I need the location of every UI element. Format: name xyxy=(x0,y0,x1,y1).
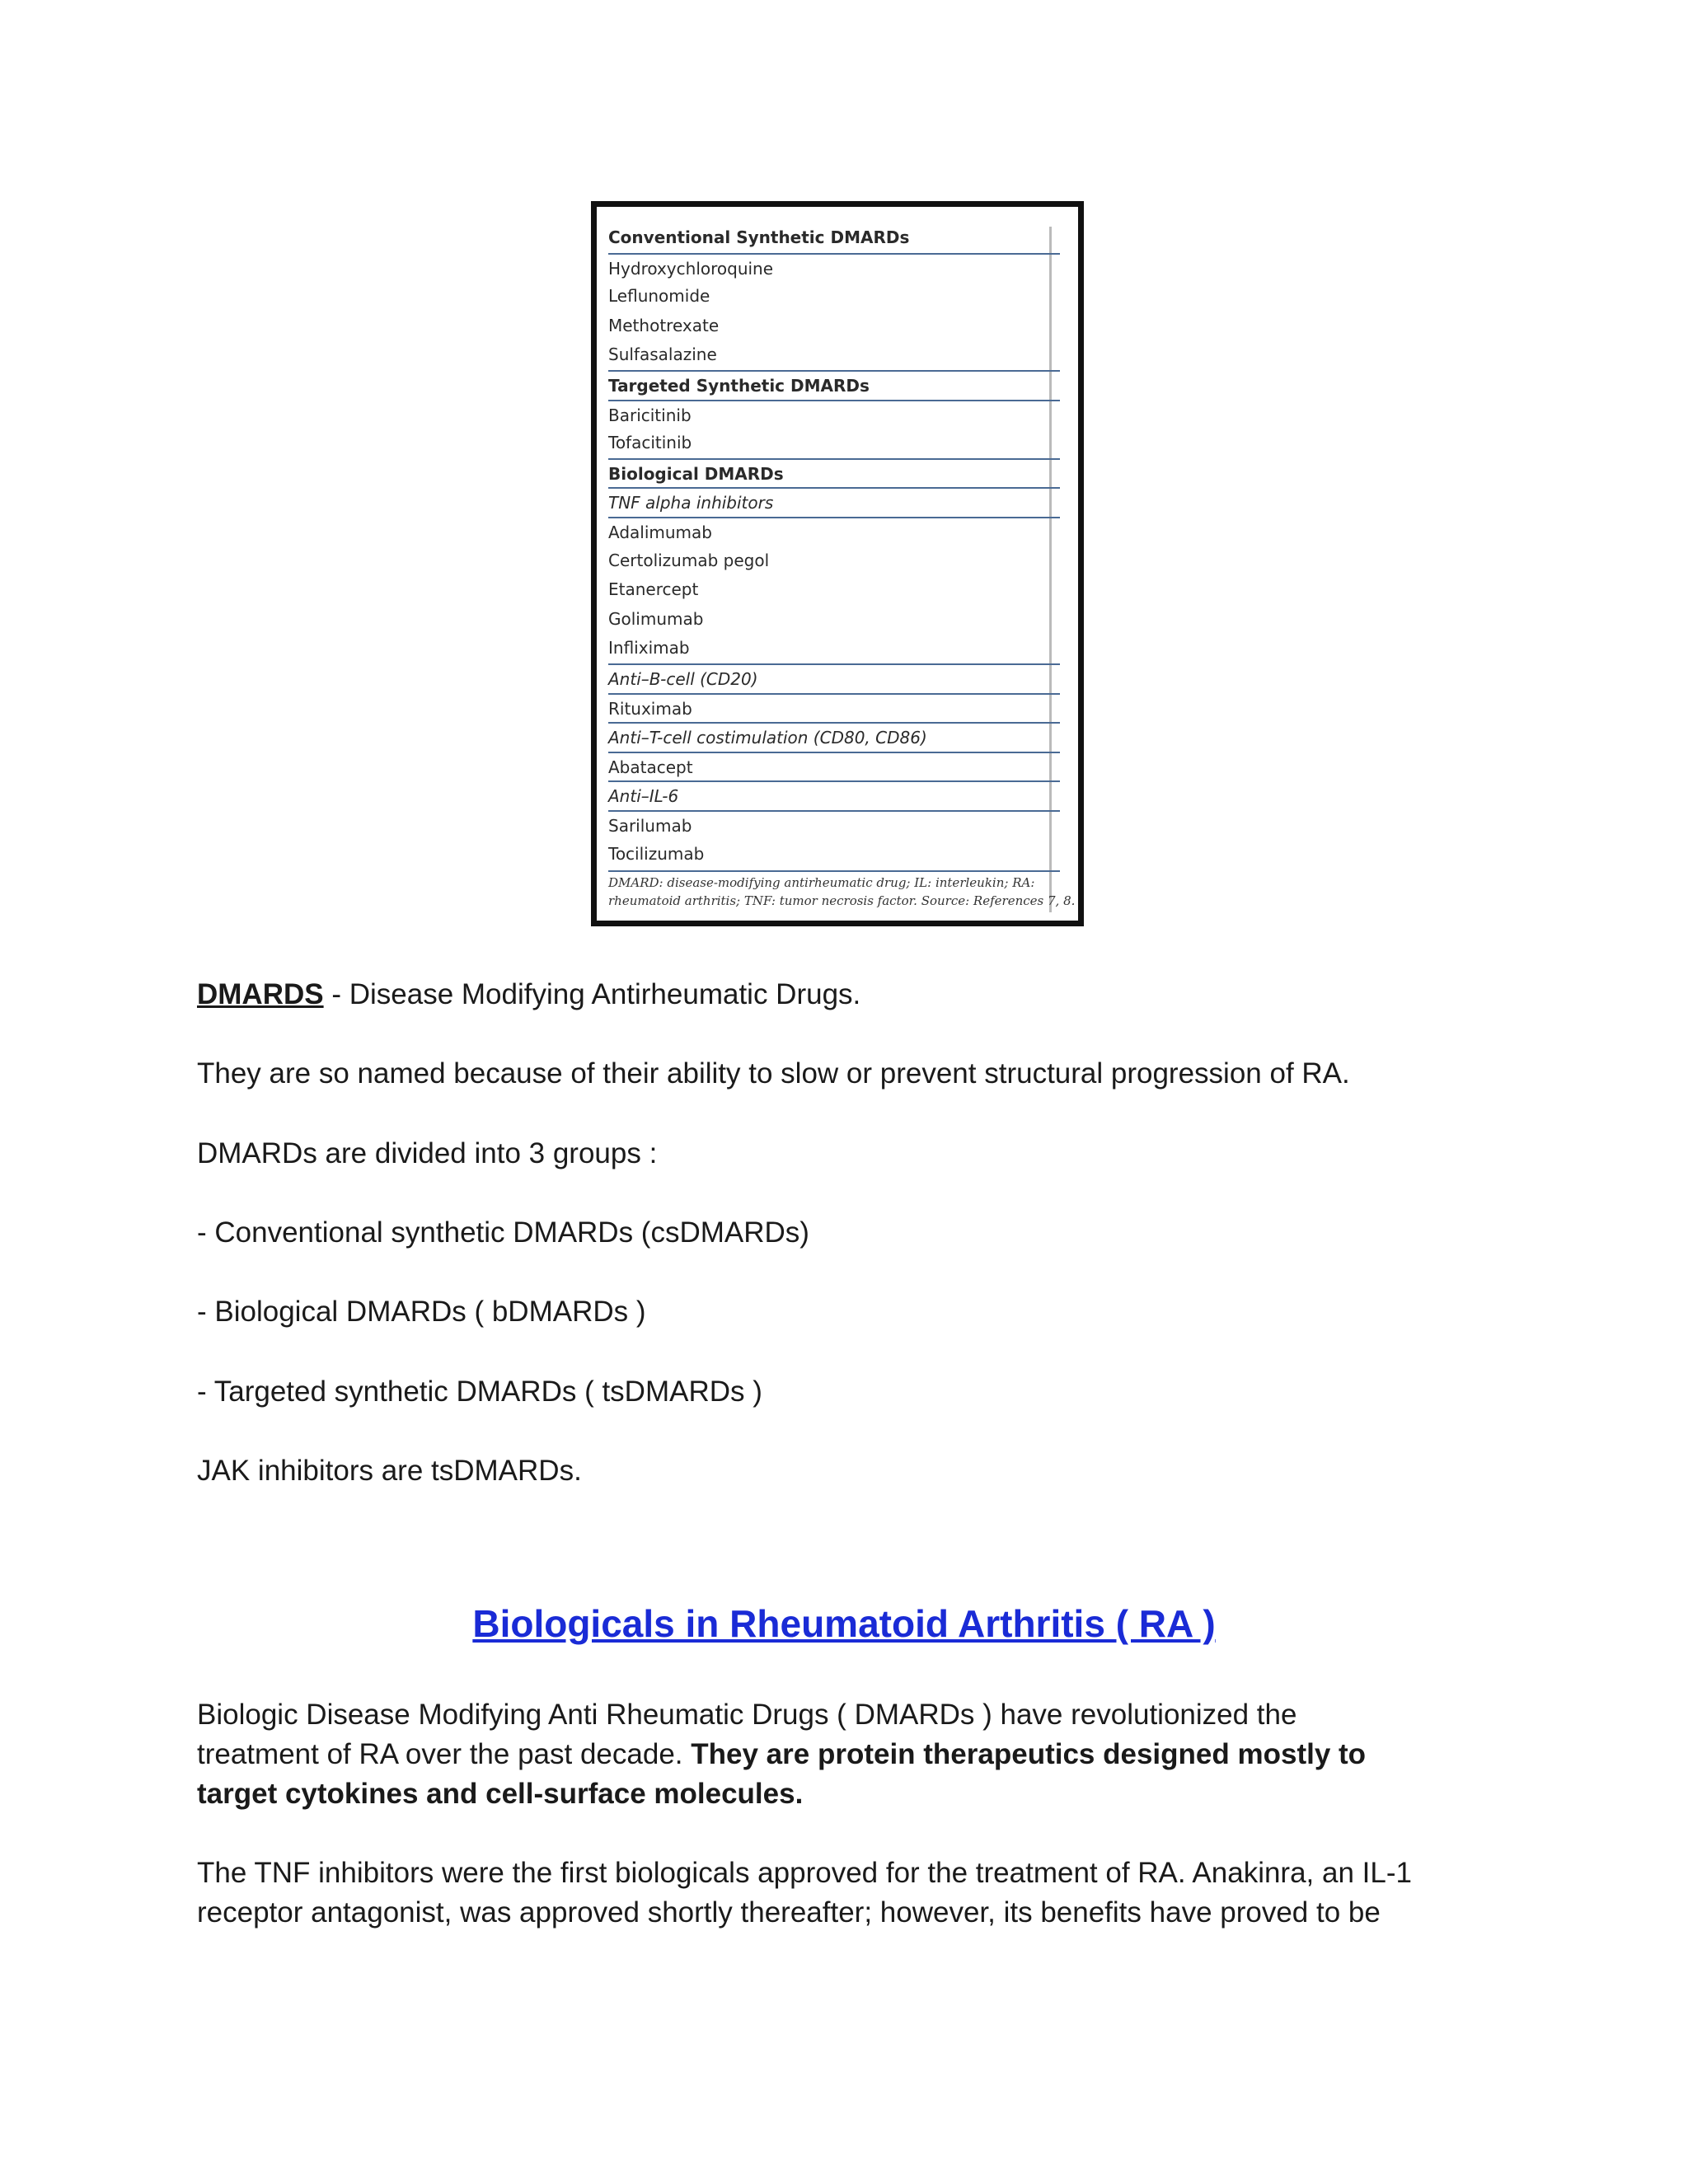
table-row-subheader: Anti–B-cell (CD20) xyxy=(608,663,1060,694)
table-row-subheader: Anti–IL-6 xyxy=(608,780,1060,811)
table-footnote xyxy=(608,870,1076,910)
table-row-drug: Sulfasalazine xyxy=(608,344,717,365)
biologics-paragraph-plain: treatment of RA over the past decade. xyxy=(197,1738,692,1770)
group-item-csdmards: - Conventional synthetic DMARDs (csDMARDs) xyxy=(197,1216,809,1249)
dmards-term: DMARDS xyxy=(197,978,324,1010)
dmard-table-figure xyxy=(591,201,1084,926)
group-item-bdmards: - Biological DMARDs ( bDMARDs ) xyxy=(197,1296,646,1328)
biologics-paragraph-bold: They are protein therapeutics designed mostly to xyxy=(691,1738,1367,1770)
table-row-drug: Abatacept xyxy=(608,752,1060,782)
section-heading xyxy=(0,1599,1688,1648)
table-row-drug: Hydroxychloroquine xyxy=(608,253,1060,284)
table-row-drug: Infliximab xyxy=(608,638,690,658)
table-row-drug: Etanercept xyxy=(608,579,699,600)
tnf-paragraph-line-1: The TNF inhibitors were the first biologicals approved for the treatment of RA. Anakinra, an IL-1 xyxy=(197,1857,1412,1889)
table-row-drug: Tofacitinib xyxy=(608,433,692,453)
table-row-drug: Certolizumab pegol xyxy=(608,550,770,570)
table-row-drug: Adalimumab xyxy=(608,517,1060,547)
jak-inhibitors-note: JAK inhibitors are tsDMARDs. xyxy=(197,1455,582,1487)
dmards-groups-intro: DMARDs are divided into 3 groups : xyxy=(197,1137,658,1169)
table-row-drug: Golimumab xyxy=(608,608,704,629)
table-row-drug: Leflunomide xyxy=(608,286,710,307)
table-row-header: Conventional Synthetic DMARDs xyxy=(608,227,910,247)
group-item-tsdmards: - Targeted synthetic DMARDs ( tsDMARDs ) xyxy=(197,1376,762,1408)
table-row-drug: Methotrexate xyxy=(608,315,720,335)
table-footnote-line-1: DMARD: disease-modifying antirheumatic drug; IL: interleukin; RA: xyxy=(608,875,1035,891)
table-row-subheader: Anti–T-cell costimulation (CD80, CD86) xyxy=(608,722,1060,752)
dmards-named-paragraph: They are so named because of their ability to slow or prevent structural progression of RA. xyxy=(197,1057,1350,1090)
tnf-paragraph-line-2: receptor antagonist, was approved shortly thereafter; however, its benefits have proved to be xyxy=(197,1896,1381,1929)
dmards-definition xyxy=(197,975,1499,1015)
table-row-drug: Baricitinib xyxy=(608,400,1060,430)
table-row-drug: Sarilumab xyxy=(608,810,1060,841)
dmards-definition-text: - Disease Modifying Antirheumatic Drugs. xyxy=(323,978,861,1010)
table-footnote-line-2: rheumatoid arthritis; TNF: tumor necrosis factor. Source: References 7, 8. xyxy=(608,893,1076,909)
table-row-subheader: TNF alpha inhibitors xyxy=(608,487,1060,518)
section-heading-link[interactable]: Biologicals in Rheumatoid Arthritis ( RA ) xyxy=(472,1602,1216,1645)
dmard-table xyxy=(608,223,1076,916)
table-row-header: Biological DMARDs xyxy=(608,458,1060,489)
biologics-paragraph-line-2 xyxy=(197,1735,1499,1774)
table-row-drug: Rituximab xyxy=(608,693,1060,724)
table-row-drug: Tocilizumab xyxy=(608,843,705,864)
table-row-header: Targeted Synthetic DMARDs xyxy=(608,370,1060,401)
biologics-paragraph-line-1: Biologic Disease Modifying Anti Rheumatic Drugs ( DMARDs ) have revolutionized the xyxy=(197,1699,1297,1731)
biologics-paragraph-line-3: target cytokines and cell-surface molecules. xyxy=(197,1778,804,1810)
